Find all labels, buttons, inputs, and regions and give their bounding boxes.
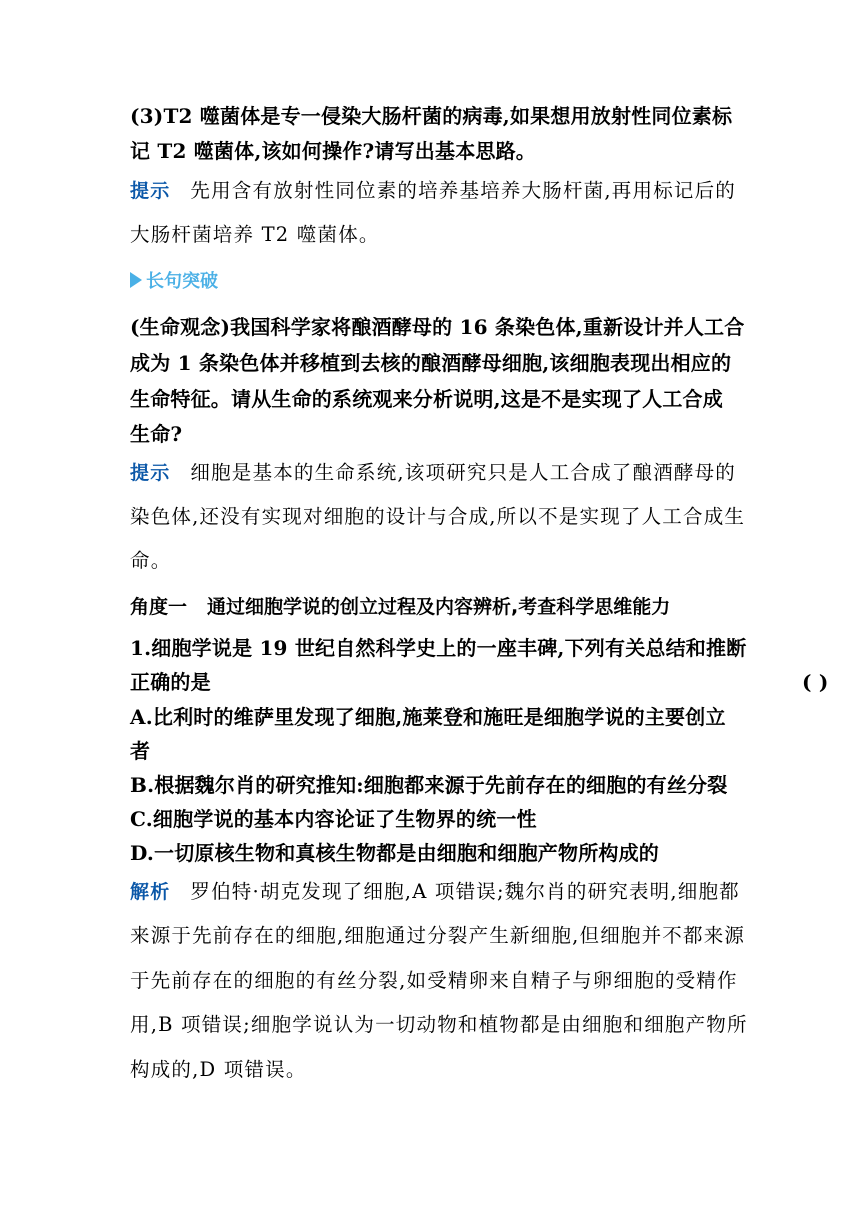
hint-label: 提示 [130,462,171,484]
option-a-line-1: A.比利时的维萨里发现了细胞,施莱登和施旺是细胞学说的主要创立 [130,705,726,729]
analysis-line-4: 用,B 项错误;细胞学说认为一切动物和植物都是由细胞和细胞产物所 [130,1013,748,1036]
analysis-line-5: 构成的,D 项错误。 [130,1058,307,1081]
angle-text: 通过细胞学说的创立过程及内容辨析,考查科学思维能力 [207,596,671,618]
question-1-stem-line-2 [130,667,829,697]
question-1-stem-text: 正确的是 [130,670,211,694]
section-title: 长句突破 [146,271,218,292]
hint-1-line-2: 大肠杆菌培养 T2 噬菌体。 [130,223,380,246]
analysis-line-1 [130,877,740,907]
life-question-line-4: 生命? [130,422,183,446]
option-a-line-2: 者 [130,739,151,763]
option-d: D.一切原核生物和真核生物都是由细胞和细胞产物所构成的 [130,841,659,865]
hint-2-line-1 [130,458,737,488]
hint-2-text: 细胞是基本的生命系统,该项研究只是人工合成了酿酒酵母的 [190,461,737,484]
life-question-line-3: 生命特征。请从生命的系统观来分析说明,这是不是实现了人工合成 [130,387,723,411]
question-1-stem-line-1: 1.细胞学说是 19 世纪自然科学史上的一座丰碑,下列有关总结和推断 [130,636,747,660]
analysis-line-3: 于先前存在的细胞的有丝分裂,如受精卵来自精子与卵细胞的受精作 [130,969,738,992]
hint-2-line-3: 命。 [130,549,172,572]
hint-1-text: 先用含有放射性同位素的培养基培养大肠杆菌,再用标记后的 [190,179,737,202]
answer-blank: ( ) [802,670,829,694]
analysis-line-2: 来源于先前存在的细胞,细胞通过分裂产生新细胞,但细胞并不都来源 [130,924,746,947]
option-c: C.细胞学说的基本内容论证了生物界的统一性 [130,807,537,831]
option-b: B.根据魏尔肖的研究推知:细胞都来源于先前存在的细胞的有丝分裂 [130,773,728,797]
question-3-line-2: 记 T2 噬菌体,该如何操作?请写出基本思路。 [130,139,537,163]
question-3-line-1: (3)T2 噬菌体是专一侵染大肠杆菌的病毒,如果想用放射性同位素标 [130,104,733,128]
analysis-text: 罗伯特·胡克发现了细胞,A 项错误;魏尔肖的研究表明,细胞都 [190,880,740,903]
hint-label: 提示 [130,180,171,202]
analysis-label: 解析 [130,881,171,903]
section-header [130,265,218,295]
hint-1-line-1 [130,176,737,206]
angle-heading [130,592,750,622]
hint-2-line-2: 染色体,还没有实现对细胞的设计与合成,所以不是实现了人工合成生 [130,505,746,528]
angle-label: 角度一 [130,596,188,618]
arrow-right-icon [130,272,142,288]
life-question-line-2: 成为 1 条染色体并移植到去核的酿酒酵母细胞,该细胞表现出相应的 [130,351,732,375]
life-question-line-1: (生命观念)我国科学家将酿酒酵母的 16 条染色体,重新设计并人工合 [130,315,745,339]
